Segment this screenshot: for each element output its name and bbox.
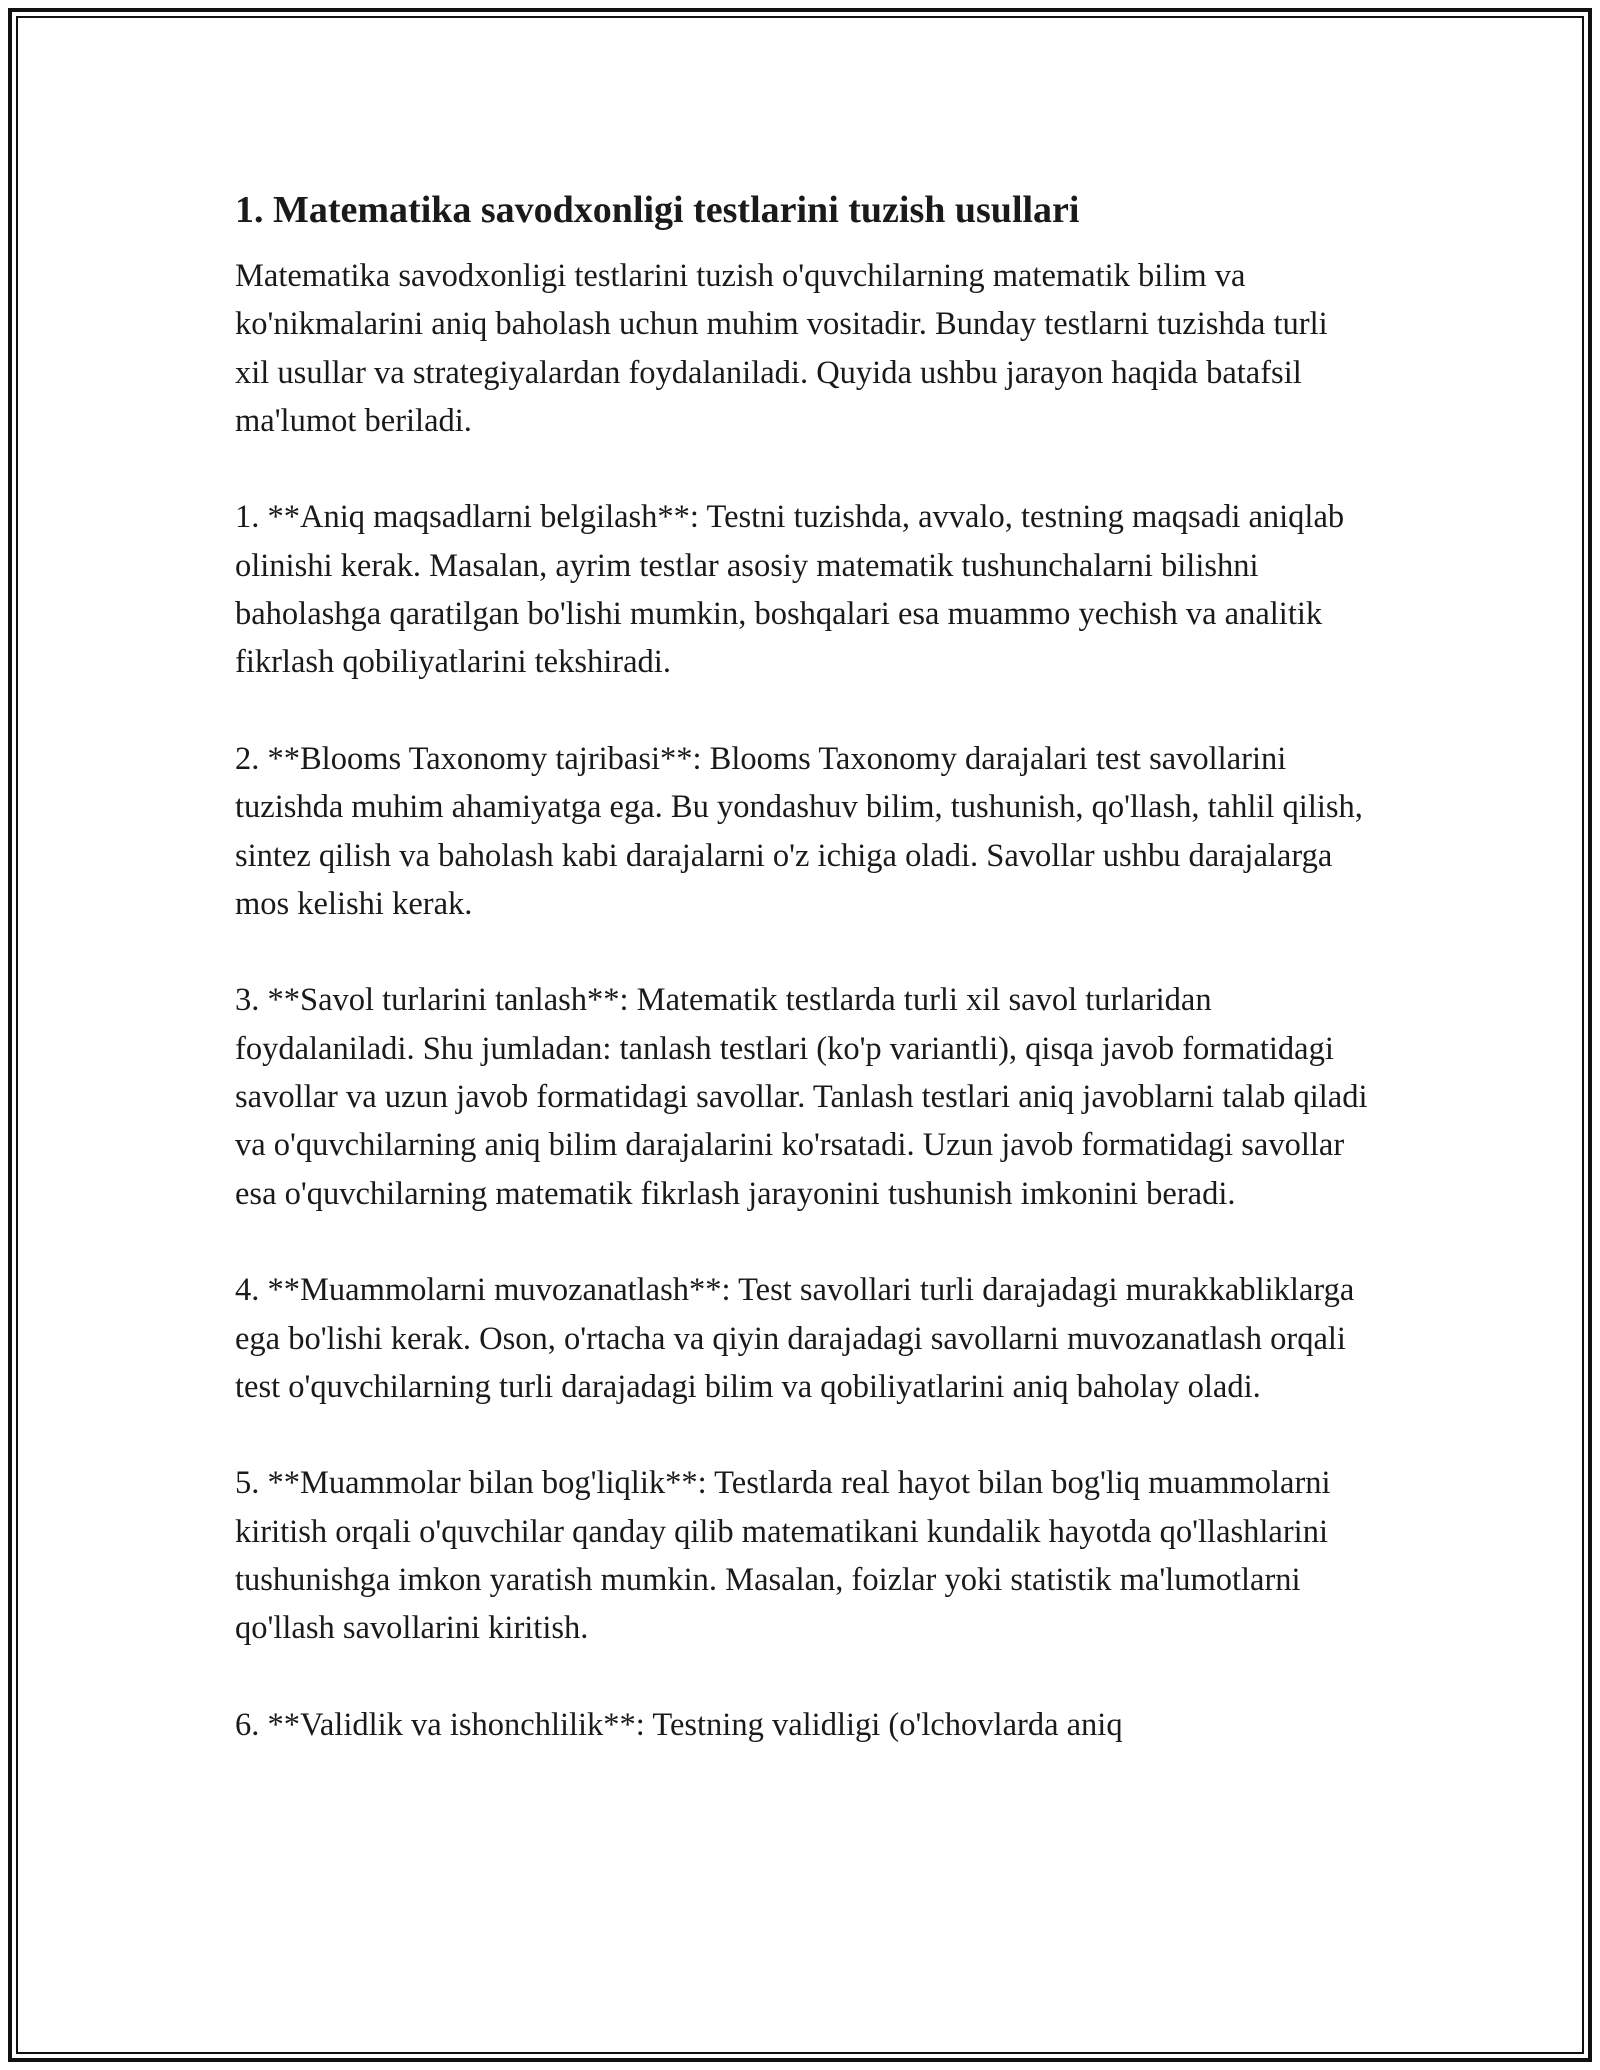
- document-body: [235, 186, 1370, 1749]
- list-item-5: 5. **Muammolar bilan bog'liqlik**: Testlarda real hayot bilan bog'liq muammolarni kiritish orqali o'quvchilar qanday qilib matematikani kundalik hayotda qo'llashlarini tushunishga imkon yaratish mumkin. Masalan, foizlar yoki statistik ma'lumotlarni qo'llash savollarini kiritish.: [235, 1465, 1331, 1647]
- list-item-1: 1. **Aniq maqsadlarni belgilash**: Testni tuzishda, avvalo, testning maqsadi aniqlab olinishi kerak. Masalan, ayrim testlar asosiy matematik tushunchalarni bilishni baholashga qaratilgan bo'lishi mumkin, boshqalari esa muammo yechish va analitik fikrlash qobiliyatlarini tekshiradi.: [235, 499, 1345, 681]
- section-heading: 1. Matematika savodxonligi testlarini tuzish usullari: [235, 189, 1080, 231]
- list-item-6: 6. **Validlik va ishonchlilik**: Testning validligi (o'lchovlarda aniq: [235, 1706, 1123, 1743]
- intro-paragraph: Matematika savodxonligi testlarini tuzish o'quvchilarning matematik bilim va ko'nikmalarini aniq baholash uchun muhim vositadir. Bunday testlarni tuzishda turli xil usullar va strategiyalardan foydalaniladi. Quyida ushbu jarayon haqida batafsil ma'lumot beriladi.: [235, 258, 1328, 439]
- list-item-2: 2. **Blooms Taxonomy tajribasi**: Blooms Taxonomy darajalari test savollarini tuzishda muhim ahamiyatga ega. Bu yondashuv bilim, tushunish, qo'llash, tahlil qilish, sintez qilish va baholash kabi darajalarni o'z ichiga oladi. Savollar ushbu darajalarga mos kelishi kerak.: [235, 740, 1363, 922]
- list-item-3: 3. **Savol turlarini tanlash**: Matematik testlarda turli xil savol turlaridan foydalaniladi. Shu jumladan: tanlash testlari (ko'p variantli), qisqa javob formatidagi savollar va uzun javob formatidagi savollar. Tanlash testlari aniq javoblarni talab qiladi va o'quvchilarning aniq bilim darajalarini ko'rsatadi. Uzun javob formatidagi savollar esa o'quvchilarning matematik fikrlash jarayonini tushunish imkonini beradi.: [235, 982, 1368, 1212]
- list-item-4: 4. **Muammolarni muvozanatlash**: Test savollari turli darajadagi murakkabliklarga ega bo'lishi kerak. Oson, o'rtacha va qiyin darajadagi savollarni muvozanatlash orqali test o'quvchilarning turli darajadagi bilim va qobiliyatlarini aniq baholay oladi.: [235, 1272, 1355, 1405]
